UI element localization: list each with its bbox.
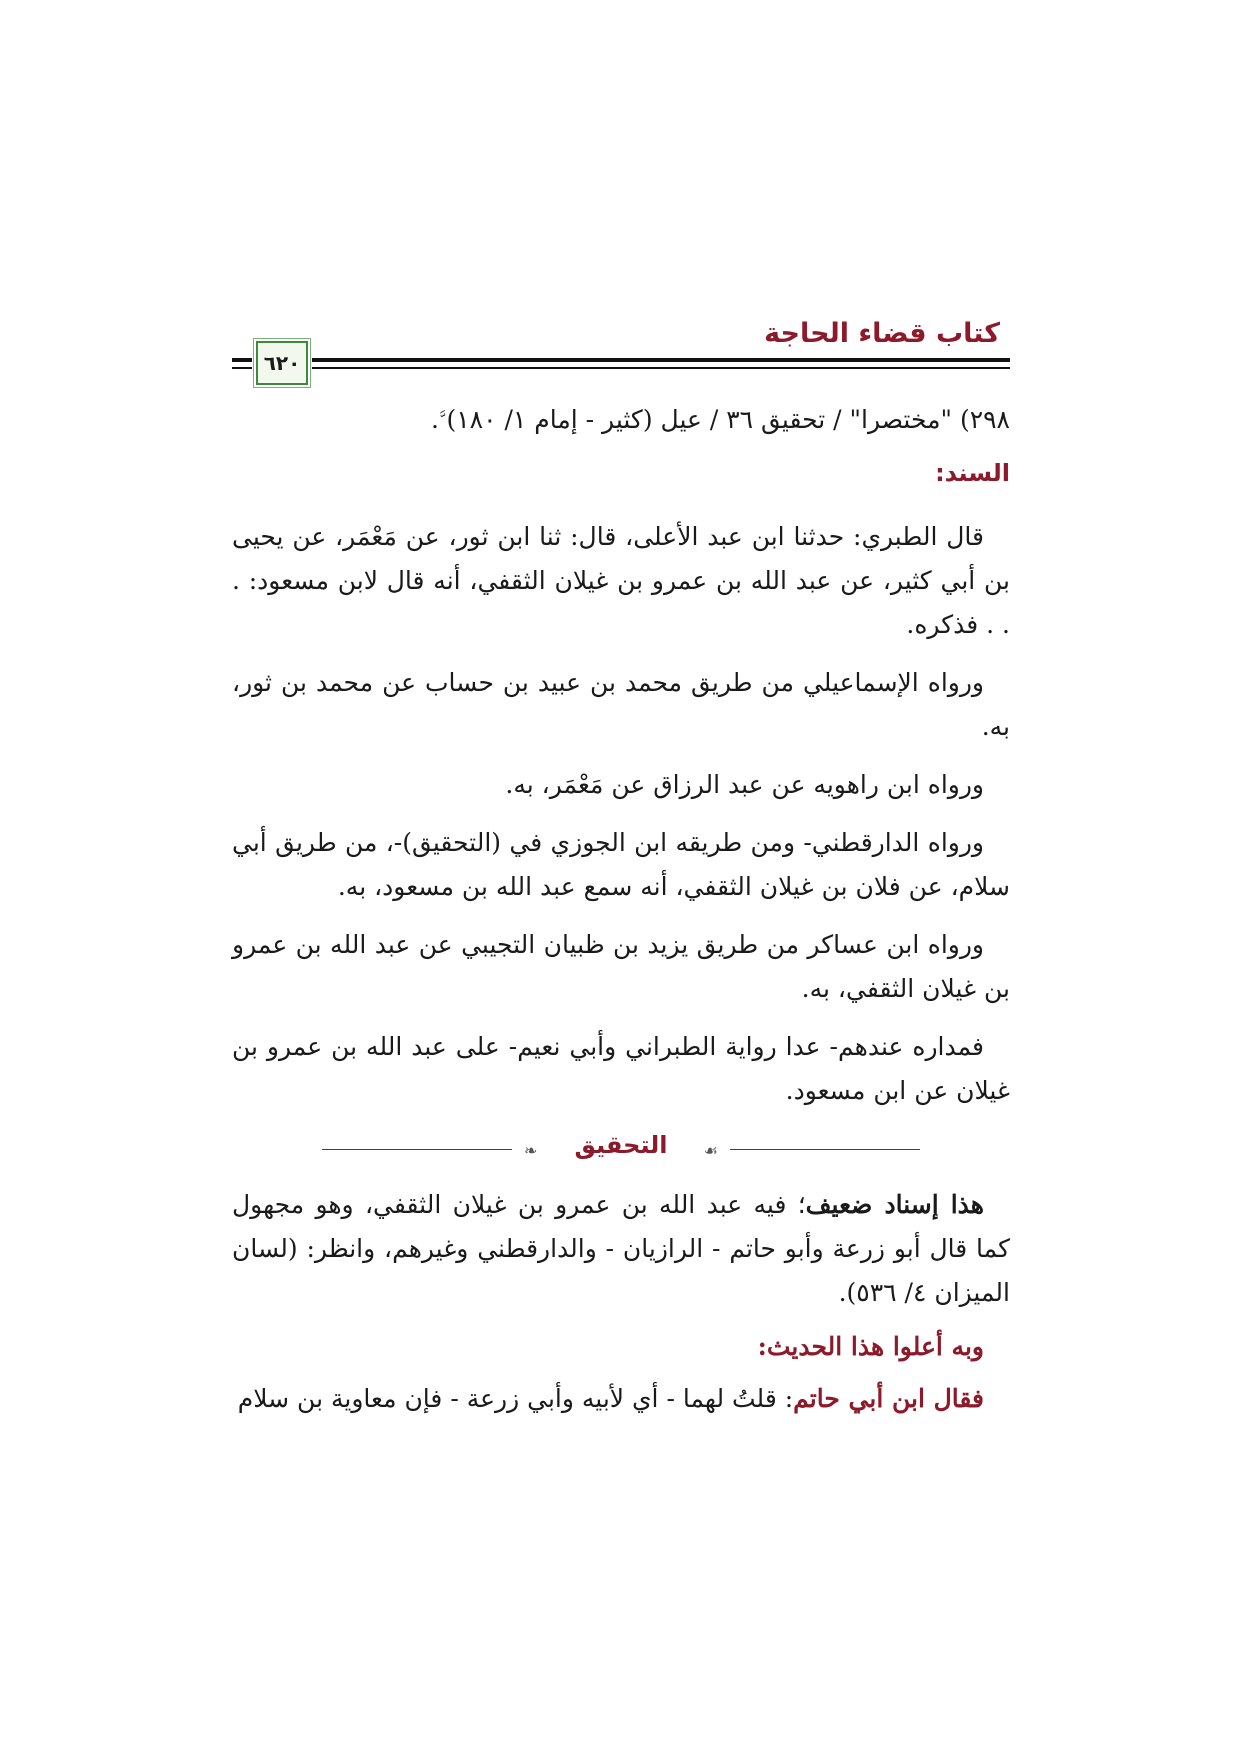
quoted-scholar: فقال ابن أبي حاتم (793, 1384, 984, 1413)
tahqiq-title: التحقيق (574, 1131, 668, 1159)
book-title: كتاب قضاء الحاجة (764, 318, 1000, 349)
sanad-paragraph-2: ورواه الإسماعيلي من طريق محمد بن عبيد بن حساب عن محمد بن ثور، به. (232, 668, 1010, 741)
tahqiq-paragraph-1-text: ؛ فيه عبد الله بن عمرو بن غيلان الثقفي، وهو مجهول كما قال أبو زرعة وأبو حاتم - الرازيان - والدارقطني وغيرهم، وانظر: (لسان الميزان ٤/ ٥٣٦). (232, 1190, 1010, 1307)
tahqiq-divider (232, 1129, 1010, 1169)
header-rule-left-thick (232, 358, 252, 362)
ornament-icon: ☙ (703, 1141, 718, 1160)
page-number: ٦٢٠ (263, 351, 301, 375)
page-header (232, 318, 1010, 388)
tahqiq-paragraph-2-text: : قلتُ لهما - أي لأبيه وأبي زرعة - فإن معاوية بن سلام (237, 1384, 794, 1413)
page-number-badge (256, 341, 308, 385)
sanad-paragraph-3: ورواه ابن راهويه عن عبد الرزاق عن مَعْمَر، به. (505, 770, 984, 799)
tahqiq-verdict: هذا إسناد ضعيف (805, 1190, 984, 1219)
illah-heading: وبه أعلوا هذا الحديث: (757, 1332, 984, 1361)
main-text (232, 453, 1010, 1421)
header-rule-thick (312, 358, 1010, 362)
ornament-icon: ❧ (524, 1141, 538, 1160)
header-rule-left-thin (232, 367, 252, 369)
sanad-paragraph-6: فمداره عندهم- عدا رواية الطبراني وأبي نعيم- على عبد الله بن عمرو بن غيلان عن ابن مسعود. (232, 1032, 1010, 1105)
sanad-paragraph-5: ورواه ابن عساكر من طريق يزيد بن ظبيان التجيبي عن عبد الله بن عمرو بن غيلان الثقفي، به. (232, 930, 1010, 1003)
sanad-label: السند: (935, 459, 1010, 487)
sanad-paragraph-4: ورواه الدارقطني- ومن طريقه ابن الجوزي في (التحقيق)-، من طريق أبي سلام، عن فلان بن غيلان الثقفي، أنه سمع عبد الله بن مسعود، به. (232, 828, 1010, 901)
tahqiq-paragraph-1 (232, 1183, 1010, 1315)
header-rule-thin (312, 367, 1010, 369)
tahqiq-paragraph-2 (232, 1377, 1010, 1421)
sanad-paragraph-1: قال الطبري: حدثنا ابن عبد الأعلى، قال: ثنا ابن ثور، عن مَعْمَر، عن يحيى بن أبي كثير، عن عبد الله بن عمرو بن غيلان الثقفي، أنه قال لابن مسعود: . . . فذكره. (232, 522, 1010, 639)
footnote-text: ٢٩٨) "مختصرا" / تحقيق ٣٦ / عيل (كثير - إمام ١/ ١٨٠)ﱠ. (431, 405, 1010, 434)
footnote-continuation (232, 398, 1010, 442)
